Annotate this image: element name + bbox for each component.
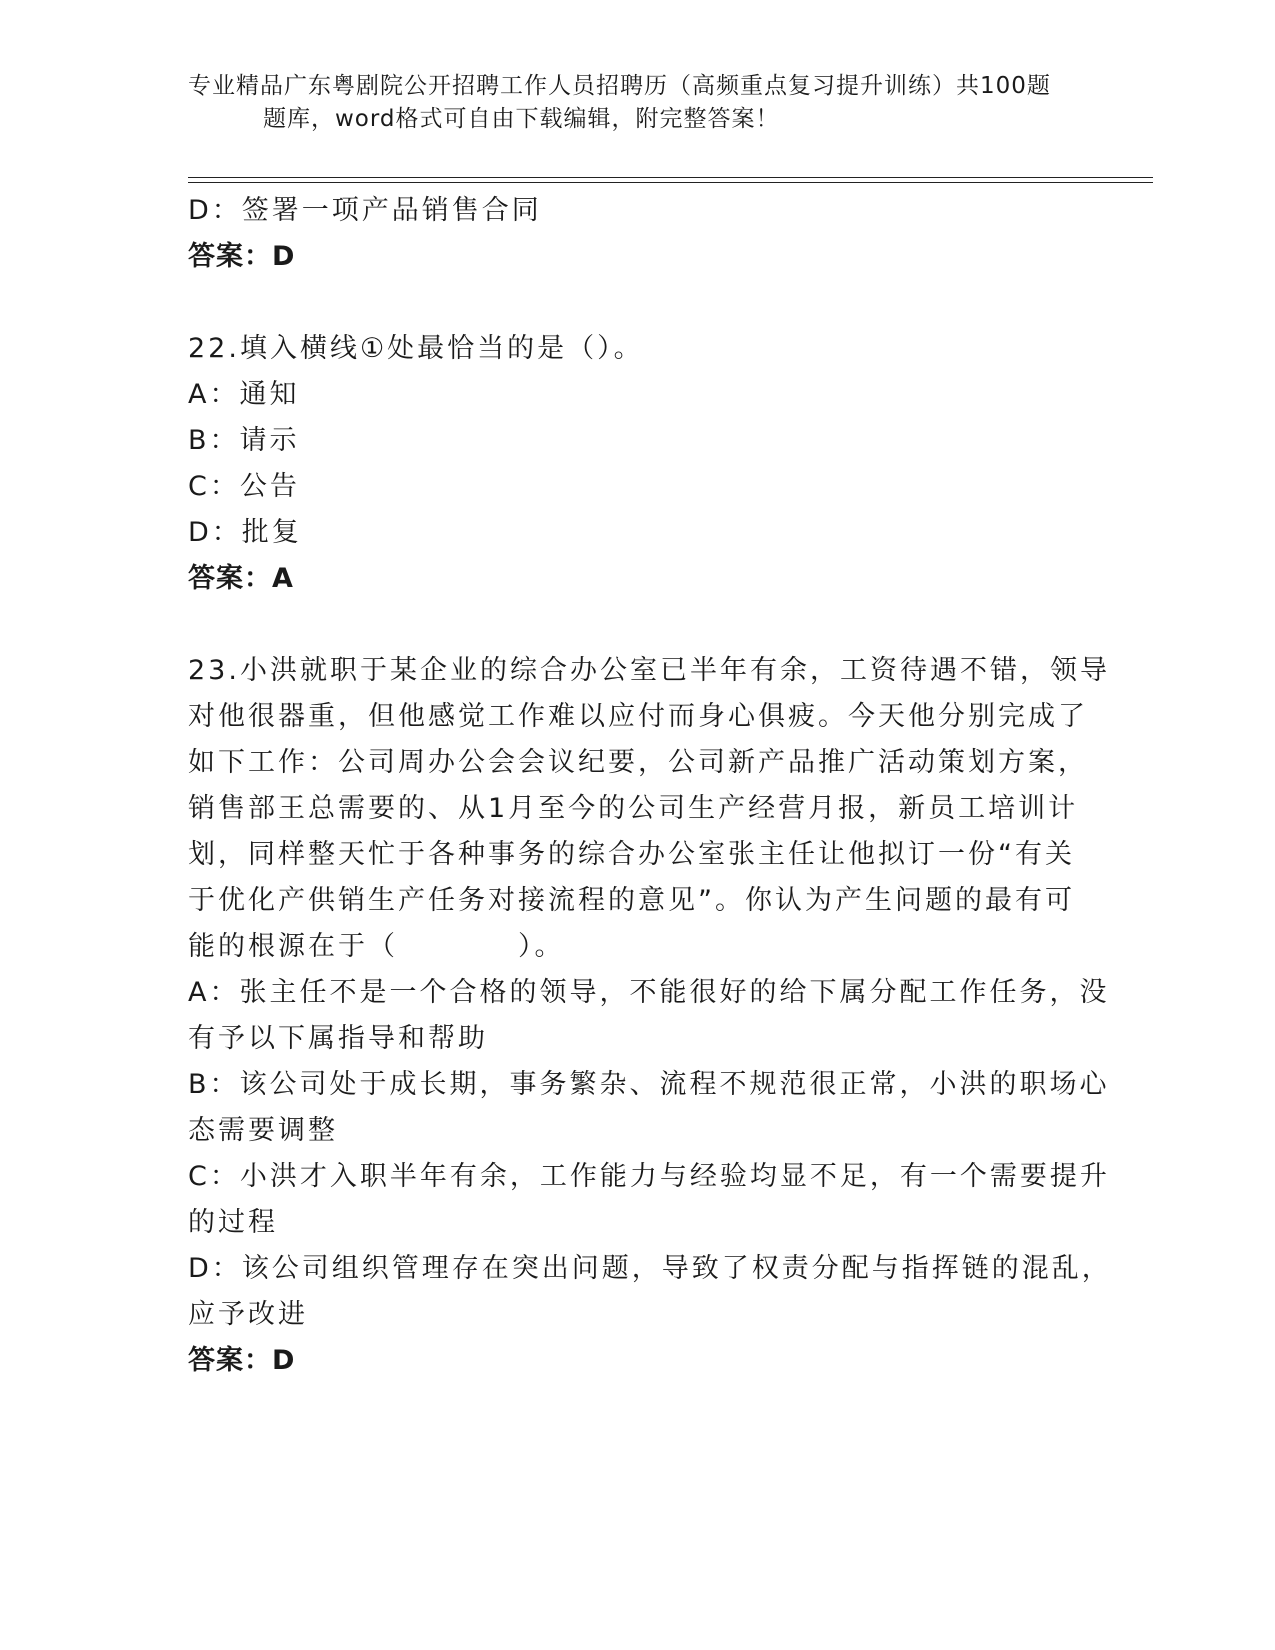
question-22-option-d: D：批复	[188, 517, 302, 548]
option-line: B：该公司处于成长期，事务繁杂、流程不规范很正常，小洪的职场心	[188, 1069, 1110, 1100]
prev-question-answer: 答案：D	[188, 241, 296, 272]
question-23-stem-line: 销售部王总需要的、从1月至今的公司生产经营月报，新员工培训计	[188, 793, 1079, 824]
spacer	[188, 602, 1078, 648]
option-line: A：张主任不是一个合格的领导，不能很好的给下属分配工作任务，没	[188, 977, 1110, 1008]
question-23-option-a	[188, 970, 1110, 1062]
document-header	[188, 70, 1088, 136]
question-23	[188, 648, 1112, 1384]
question-22-answer: 答案：A	[188, 563, 294, 594]
question-22-stem: 22.填入横线①处最恰当的是（）。	[188, 333, 644, 364]
question-23-stem-line: 对他很器重，但他感觉工作难以应付而身心俱疲。今天他分别完成了	[188, 701, 1088, 732]
question-22	[188, 326, 1078, 602]
question-23-option-c	[188, 1154, 1110, 1246]
question-22-option-c: C：公告	[188, 471, 300, 502]
option-line: 态需要调整	[188, 1115, 338, 1146]
question-23-stem-suffix: ）。	[518, 931, 565, 962]
prev-question-option-d: D：签署一项产品销售合同	[188, 195, 542, 226]
header-divider-top	[188, 177, 1153, 178]
question-23-stem	[188, 648, 1110, 970]
document-body	[188, 188, 1112, 1384]
option-line: C：小洪才入职半年有余，工作能力与经验均显不足，有一个需要提升	[188, 1161, 1110, 1192]
header-divider-bottom	[188, 182, 1153, 183]
question-23-stem-line: 如下工作：公司周办公会会议纪要，公司新产品推广活动策划方案，	[188, 747, 1088, 778]
option-line: 的过程	[188, 1207, 278, 1238]
question-23-answer: 答案：D	[188, 1345, 296, 1376]
header-title-line-1: 专业精品广东粤剧院公开招聘工作人员招聘历（高频重点复习提升训练）共100题	[188, 73, 1051, 99]
question-22-option-a: A：通知	[188, 379, 300, 410]
option-line: D：该公司组织管理存在突出问题，导致了权责分配与指挥链的混乱，	[188, 1253, 1112, 1284]
question-23-option-b	[188, 1062, 1110, 1154]
header-title-line-2: 题库，word格式可自由下载编辑，附完整答案！	[263, 106, 780, 132]
question-23-stem-last-line	[188, 924, 1078, 970]
spacer	[188, 280, 1078, 326]
question-23-stem-line: 划，同样整天忙于各种事务的综合办公室张主任让他拟订一份“有关	[188, 839, 1075, 870]
question-23-stem-line: 于优化产供销生产任务对接流程的意见”。你认为产生问题的最有可	[188, 885, 1075, 916]
option-line: 应予改进	[188, 1299, 308, 1330]
question-23-option-d	[188, 1246, 1112, 1338]
option-line: 有予以下属指导和帮助	[188, 1023, 488, 1054]
question-23-stem-prefix: 能的根源在于（	[188, 931, 398, 962]
question-23-stem-line: 23.小洪就职于某企业的综合办公室已半年有余，工资待遇不错，领导	[188, 655, 1110, 686]
question-22-option-b: B：请示	[188, 425, 300, 456]
